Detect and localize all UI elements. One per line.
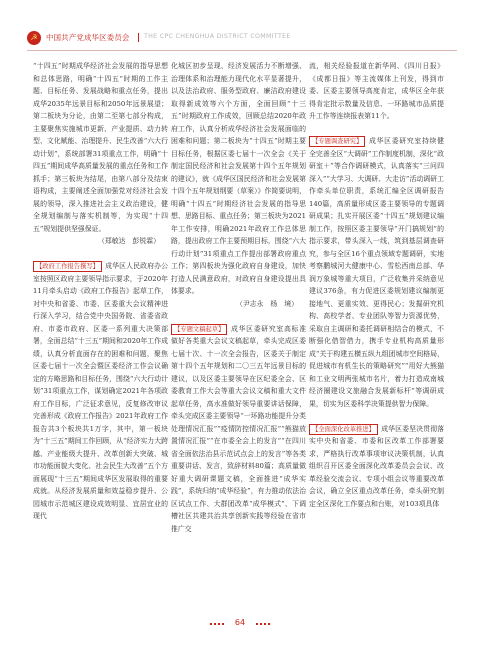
section-tag: 【专题调查研究】	[309, 136, 365, 147]
paragraph: 化城区初步呈现、经济发展活力不断增强、治理体系和治理能力现代化水平显著提升，以及法治政府、服务型政府、廉洁政府建设取得新成效等六个方面，全面回顾“十三五”时期政府工作成效，回顾总结2020年政府工作，认真分析成华经济社会发展面临的困难和问题；第二板块为“十四五”时期主要目标任务，根据区委七届十一次全会《关于制定国民经济和社会发展第十四个五年规划的建议》，就《成华区国民经济和社会发展第十四个五年规划纲要（草案）》作简要说明，明确“十四五”时期经济社会发展的指导思想、思路目标、重点任务；第三板块为2021年工作安排，明确2021年政府工作总体思路，提出政府工作主要预期目标，围绕“六大行动计划”31项重点工作提出部署政府重点工作；第四板块为强化政府自身建设，加快打造人民满意政府，对政府自身建设提出具体要求。	[171, 62, 306, 295]
author-signature: （尹志永 杨 境）	[235, 299, 298, 308]
footer-ornament	[210, 623, 224, 625]
page-number: 64	[234, 618, 246, 627]
footer-ornament	[256, 623, 270, 625]
paragraph: “十四五”时期成华经济社会发展的指导思想和总体思路，明确“十四五”时期的工作主题、目标任务、发展战略和重点任务，提出成华2035年远景目标和2050年远景展望；第二板块为分论，由第二至第七部分构成，主要聚焦实施城市更新、产业提质、动力转型、文化赋能、治理提升、民生改善“六大行动计划”，系统部署31项重点工作，明确“十四五”期间成华高质量发展的重点任务和工作抓手；第三板块为结尾，由第八部分及结束语构成，主要阐述全面加强党对经济社会发展的领导，深入推进社会主义政治建设，健全规划编制与落实机制等，为实现“十四五”规划提供坚强保证。	[33, 62, 168, 233]
section-tag: 【全面深化改革推进】	[309, 424, 378, 435]
paragraph: 流，相关经验报道在新华网、《四川日报》《成都日报》等主流媒体上刊发，得到市委、区委主要领导高度肯定，成华区全年获得肯定批示数量及信息、一环路城市品质提升工作等连续报表第11个。	[309, 62, 444, 120]
paragraph-text: 成华区委研究室持续健全完善全区“大调研”工作制度机制，深化“政研室＋”等合作调研模式，认真落实“三问四深入”“大学习、大调研、大走访”活动调研工作牵头单位职责，系统汇编全区调研报告140篇，高质量形成区委主要领导的专题调研成果；扎实开展区委“十四五”规划建议编制工作，按照区委主要领导“开门搞规划”的指示要求，带头深入一线，筑到基层调查研究，参与全区16个重点领域专题调研，实地考察鹏城河大健康中心、雪松西南总部、华润万象城等重大项目，广泛收集并采纳意见建议376条，有力促进区委规划建议编制更接地气、更重实效、更得民心；发掘研究机构、高校学者、专业团队等智力资源优势，采取自主调研和委托调研相结合的模式，不断强化借智借力，携手专业机构高质量形成“关于构建五横五纵九组团城市空间格局，促进城市有机生长的策略研究”“用好大熊猫和工业文明两张城市名片，着力打造成南城经济圈建设文旅融合发展新标杆”等调研成果，切实为区委科学决策提供智力保障。	[309, 137, 444, 408]
header-divider	[138, 33, 139, 42]
section-tag: 【政府工作报告撰写】	[33, 261, 102, 272]
page-header	[27, 31, 457, 45]
paragraph-text: 成华区委研究室高标准做好各类重大会议文稿起草，牵头完成区委七届十次、十一次全会报告，区委关于制定第十四个五年规划和二〇三五年远景目标的建议，以及区委主要领导在区纪委全会、区委教育工作大会等重大会议文稿和重大文件起草任务，高水准做好领导重要讲话保障，牵头完成区委主要领导“一环路功能提升分类处理情况汇报”“疫情防控情况汇报”“熊猫放置情况汇报”“在市委全会上的发言”“在四川省全面依法治县示范试点会上的发言”等各类重要讲话、发言，致辞材料80篇；高质量做好重大调研课题文稿，全面推进“成华实践”，系统归纳“成华经验”，有力推动依法治区试点工作、大群团改革“成华模式”、下调槽社区共建共治共享创新实践等经验在省市推广交	[171, 324, 306, 533]
section-tag: 【专题文稿起草】	[171, 324, 227, 335]
header-title-cn: 中国共产党成华区委员会	[46, 33, 130, 42]
party-emblem-icon: ☭	[27, 31, 41, 45]
text-column-3	[309, 60, 444, 608]
header-rule	[27, 50, 457, 51]
text-column-2	[171, 60, 306, 608]
text-column-1	[33, 60, 168, 608]
paragraph	[309, 423, 444, 511]
page-footer	[0, 618, 480, 630]
paragraph-text: 成华区人民政府办公室按照区政府主要领导指示要求，于2020年11月牵头启动《政府工作报告》起草工作，对中央和省委、市委、区委重大会议精神进行深入学习，结合党中央国务院、省委省政府、市委市政府、区委一系列重大决策部署，全面总结“十三五”期间和2020年工作成绩，认真分析直面存在的困难和问题，聚焦区委七届十一次全会暨区委经济工作会议确定的方略思路和目标任务，围绕“六大行动计划”31项重点工作，谋划确定2021年各项政府工作目标，广泛征求意见，反复修改审议完善形成《政府工作报告》2021年政府工作报告共3个板块共1万字，其中，第一板块为“十三五”期间工作回顾，从“经济实力大跨越、产业能级大提升、改革创新大突破、城市功能面貌大变化、社会民生大改善”五个方面展现“十三五”期间成华区发展取得的重要成就。从经济发展质量和效益稳步提升、公园城市示范城区建设成效明显、宜居宜业的现代	[33, 262, 168, 520]
paragraph-text: 成华区委坚决贯彻落实中央和省委、市委和区改革工作部署要求，严格执行改革事项审议决策机制，认真组织召开区委全面深化改革委员会会议、改革经验交流会议、专项小组会议等重要改革会议，确立全区重点改革任务，牵头研究制定全区深化工作要点和台账，对103项具体	[309, 424, 444, 508]
paragraph	[33, 260, 168, 523]
paragraph	[309, 135, 444, 410]
paragraph	[171, 323, 306, 536]
author-signature: （郑敏达 彭锐霖）	[97, 237, 160, 245]
header-title-en: THE CPC CHENGHUA DISTRICT COMMITTEE	[144, 33, 291, 40]
